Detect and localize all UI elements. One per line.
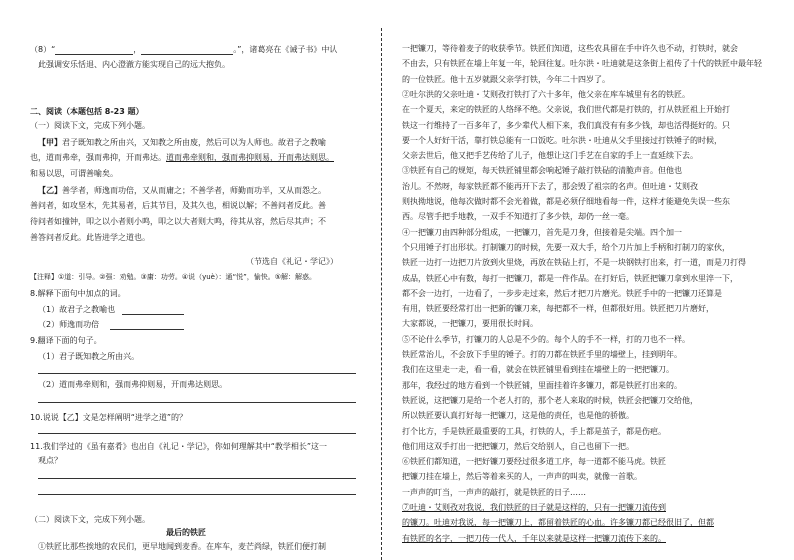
article-line: 成品，铁匠心中有数，每打一把镰刀，都是一件作品。在打好后，铁匠把镰刀拿到水里淬一下， (402, 273, 738, 283)
yi-passage-line-4: 善答问者反此。此皆进学之道也。 (30, 233, 150, 242)
article-line: 把镰刀挂在墙上，然后等着来买的人，一声声的叫卖，就像一首歌。 (402, 472, 642, 482)
article-line: ④一把镰刀由四种部分组成，一把镰刀，首先是刀身，但接着是尖端。四个加一 (402, 227, 682, 237)
jia-passage-line-2: 也，道而弗牵，强而弗抑，开而弗达。道而弗牵则和，强而弗抑则易，开而弗达则思。 (30, 153, 334, 162)
jia-passage-line-1: 【甲】君子既知教之所由兴，又知教之所由废，然后可以为人师也。故君子之教喻 (38, 137, 326, 147)
article-line: 所以铁匠要认真打好每一把镰刀，这是他的责任，也是他的骄傲。 (402, 411, 634, 421)
article-line: ⑤不论什么季节，打镰刀的人总是不少的。每个人的手不一样，打的刀也不一样。 (402, 334, 690, 344)
article-line: 父亲去世后，他又把手艺传给了儿子，他想让这门手艺在自家的手上一直延续下去。 (402, 151, 698, 161)
article-line: 在一个夏天，来定的铁匠的人络绎不绝。父亲说，我们世代都是打铁的，打从铁匠祖上开始打 (402, 105, 730, 115)
column-divider (381, 28, 382, 560)
article-title: 最后的铁匠 (166, 528, 206, 537)
question-10: 10.说说【乙】文是怎样阐明“进学之道”的？ (30, 413, 188, 422)
yi-passage-line-3: 待问者如撞钟，叩之以小者则小鸣，叩之以大者则大鸣，待其从容，然后尽其声；不 (30, 217, 326, 226)
part-2-instruction: （二）阅读下文，完成下列小题。 (30, 515, 150, 524)
article-line: 我们在这里走一走，看一看，就会在铁匠铺里看到挂在墙壁上的一把把镰刀。 (402, 365, 674, 375)
answer-line-8-1[interactable] (122, 314, 184, 315)
article-line: ⑥铁匠们都知道，一把好镰刀要经过很多道工序，每一道都不能马虎。铁匠 (402, 457, 666, 467)
q7-item-8: （8）“ ， 。”，诸葛亮在《诫子书》中认 (30, 45, 338, 54)
question-8: 8.解释下面句中加点的词。 (30, 289, 126, 298)
article-line: 个只用锤子打出形状。打制镰刀的时候，先要一双大手，给个刀片加上手柄和打制刀的家伙， (402, 242, 730, 252)
question-9-2: （2）道而弗牵则和，强而弗抑则易，开而弗达则思。 (38, 380, 228, 389)
article-line: ②吐尔洪的父亲吐迪・艾则孜打铁打了六十多年，他父亲在库车城里有名的铁匠。 (402, 89, 690, 99)
q7-line-2: 此强调安乐恬退、内心澄澈方能实现自己的远大抱负。 (38, 60, 230, 69)
article-line: 铁匠说，这把镰刀是给一个老人打的，那个老人来取的时候，铁匠会把镰刀交给他， (402, 395, 698, 405)
jia-passage-line-3: 和易以思，可谓善喻矣。 (30, 169, 118, 178)
q7-blank-1[interactable] (55, 45, 133, 55)
question-8-1: （1）故君子之教喻也 (38, 305, 116, 314)
article-line: 大家都说，一把镰刀，要用很长时间。 (402, 319, 538, 329)
yi-passage-line-2: 善问者，如攻坚木，先其易者，后其节目，及其久也，相说以解；不善问者反此。善 (30, 201, 326, 210)
annotation-notes: 【注释】①道：引导。②强：劝勉。③庸：功劳。④说（yuè）：通“悦”，愉快。⑤解：解惑。 (30, 273, 317, 281)
article-line: 铁匠常治儿，不会放下手里的锤子。打的刀都在铁匠手里的墙壁上，挂到明年。 (402, 350, 682, 359)
article-line: 那年，我经过的地方看到一个铁匠铺，里面挂着许多镰刀，都是铁匠打出来的。 (402, 380, 682, 390)
question-9-1: （1）君子既知教之所由兴。 (38, 352, 140, 361)
article-line: ③铁匠有自己的规矩，每天铁匠铺里都会响起锤子敲打铁砧的清脆声音。但他也 (402, 166, 682, 176)
answer-line-10[interactable] (38, 433, 356, 434)
article-line: 西。尽管手把手地教，一双手不知道打了多少铁，却仍一丝一毫。 (402, 212, 634, 222)
article-line: 要一个人好好干活，靠打铁总能有一口饭吃。吐尔洪・吐迪从父手里接过打铁锤子的时候， (402, 135, 722, 145)
article-line: 打个比方，手是铁匠最重要的工具，打铁的人，手上都是茧子，都是伤疤。 (402, 426, 666, 436)
answer-line-11b[interactable] (38, 494, 356, 495)
question-11-line-2: 观点？ (38, 456, 62, 465)
article-line: 一把镰刀，等待着麦子的收获季节。铁匠们知道，这些农具留在手中许久也不动，打铁时，就会 (402, 44, 738, 53)
article-line: ⑦吐迪・艾则孜对我说，我们铁匠的日子就是这样的，只有一把镰刀流传到 (402, 503, 666, 512)
article-line: 则执拗地说，他每次做时都不会光着做，都是必须仔细地看每一件，这样才能避免失误一些东 (402, 197, 730, 206)
article-line: 都不会一边打，一边看了，一步步走过来，然后才把刀片磨光。铁匠手中的一把镰刀还算是 (402, 288, 722, 298)
part-1-instruction: （一）阅读下文，完成下列小题。 (30, 121, 150, 130)
article-line: 有用，铁匠要经常打出一把新的镰刀来，每把都不一样，但都很好用。铁匠把刀片磨好， (402, 304, 714, 314)
question-8-2: （2）师逸而功倍 (38, 320, 100, 329)
section-2-title: 二、阅读（本题包括 8-23 题） (30, 107, 144, 116)
article-line: 铁匠一边打一边把刀片放到火里烧，再放在铁砧上打，不是一块钢铁打出来，打一道，而是刀打得 (402, 258, 746, 268)
article-line: 有铁匠的名字，一把刀传一代人，千年以来就是这样一把镰刀流传下来的。 (402, 533, 666, 543)
q7-blank-2[interactable] (141, 45, 233, 55)
answer-line-9-1[interactable] (38, 373, 356, 374)
answer-line-9-2[interactable] (38, 402, 356, 403)
article-line: 一声声的叮当，一声声的敲打，就是铁匠的日子…… (402, 487, 586, 497)
article-line: 铁这一行维持了一百多年了，多少辈代人相下来，我们真没有有多少钱，却也活得挺好的。只 (402, 120, 730, 130)
article-line: 不由去，只有铁匠在墙上年复一年，轮回往复。吐尔洪・吐迪就是这条街上祖传了十代的铁匠中最年轻 (402, 59, 762, 69)
article-line: 的镰刀。吐迪对我说，每一把镰刀上，都留着铁匠的心血。许多镰刀都已经很旧了，但都 (402, 518, 714, 528)
yi-passage-line-1: 【乙】善学者，师逸而功倍，又从而庸之；不善学者，师勤而功半，又从而怨之。 (38, 185, 326, 195)
answer-line-8-2[interactable] (110, 329, 184, 330)
question-11-line-1: 11.我们学过的《虽有嘉肴》也出自《礼记・学记》，你如何理解其中“教学相长”这一 (30, 442, 328, 451)
article-line: 他们用这双手打出一把把镰刀，然后交给别人，自己也留下一把。 (402, 441, 634, 451)
article-paragraph-1-start: ①铁匠比那些挨地的农民们，更早地闻到麦香。在库车，麦芒尚绿，铁匠们便打制 (38, 542, 326, 551)
source-citation: （节选自《礼记・学记》） (246, 257, 338, 266)
question-9: 9.翻译下面的句子。 (30, 336, 102, 345)
answer-line-11a[interactable] (38, 478, 356, 479)
article-line: 治儿。不然呀，每家铁匠都不能再开下去了，那会毁了祖宗的名声。但吐迪・艾则孜 (402, 181, 698, 191)
article-line: 的一位铁匠。他十五岁就跟父亲学打铁，今年二十四岁了。 (402, 74, 610, 84)
